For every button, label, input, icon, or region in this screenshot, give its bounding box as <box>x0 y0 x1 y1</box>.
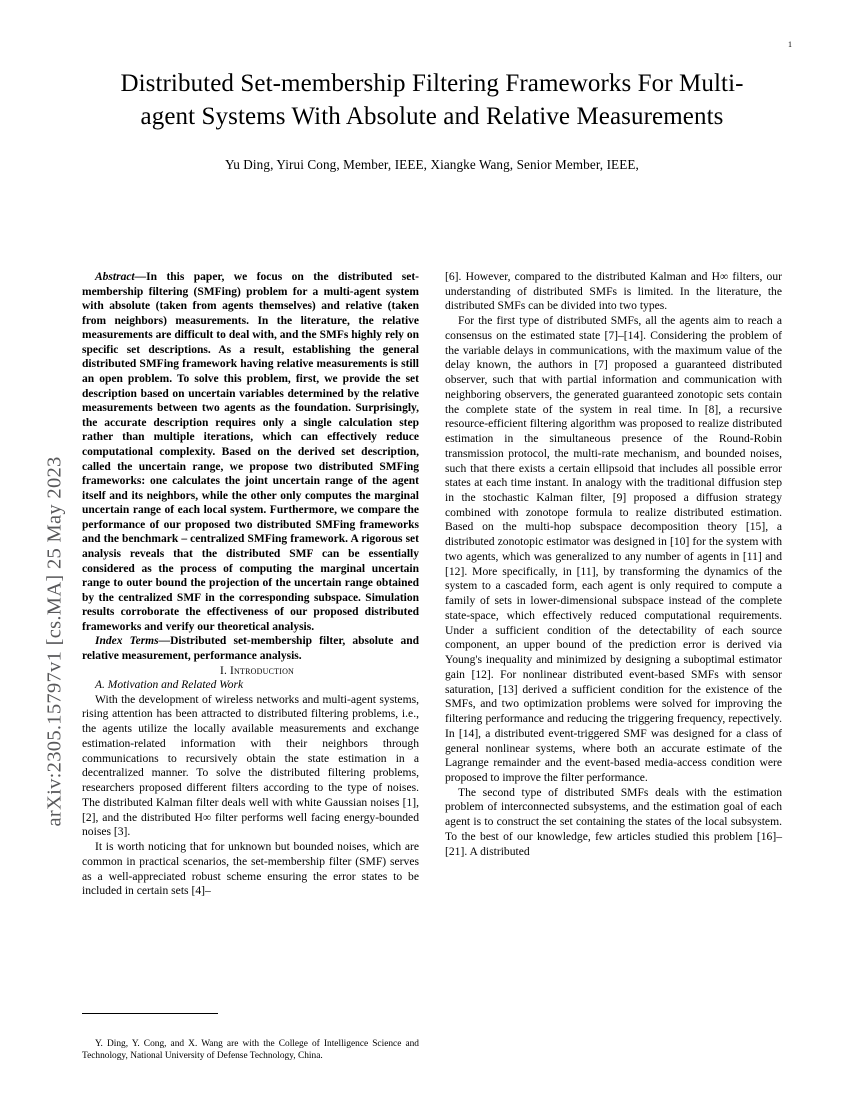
author-names: Yu Ding, Yirui Cong, Member, IEEE, Xiangke Wang, Senior Member, IEEE, <box>225 157 639 172</box>
abstract-paragraph <box>82 270 419 634</box>
paragraph: The second type of distributed SMFs deals with the estimation problem of interconnected subsystems, and the estimation goal of each agent is to construct the set containing the states of the local subsystem. To the best of our knowledge, few articles studied this problem [16]–[21]. A distributed <box>445 785 782 858</box>
section-heading-introduction: I. Introduction <box>219 664 295 677</box>
paragraph: [6]. However, compared to the distributed Kalman and H∞ filters, our understanding of distributed SMFs is limited. In the literature, the distributed SMFs can be divided into two types. <box>445 270 782 313</box>
left-column <box>82 270 419 899</box>
paragraph: For the first type of distributed SMFs, all the agents aim to reach a consensus on the estimated state [7]–[14]. Considering the problem of the variable delays in communications, with the maximum value of the delay known, the authors in [7] proposed a guaranteed distributed observer, such that with partial information and communication with neighboring observers, the generated guaranteed zonotopic sets contain the complete state of the system in real time. In [8], a recursive resource-efficient filtering algorithm was proposed to realize distributed estimation in the simultaneous presence of the Round-Robin transmission protocol, the multi-rate mechanism, and bounded noises, such that there exists a certain ellipsoid that includes all possible error states at each time instant. In analogy with the traditional diffusion step in the stochastic Kalman filter, [9] proposed a diffusion strategy combined with zonotope formula to realize distributed estimation. Based on the multi-hop subspace decomposition theory [15], a distributed zonotopic estimator was designed in [10] for the system with two agents, which was generalized to any number of agents in [11] and [12]. More specifically, in [11], by transforming the dynamics of the system to a cascaded form, each agent is only required to compute a family of sets in lower-dimensional subspace instead of the complete state-space, which effectively reduced computational requirements. Under a sufficient condition of the detectability of each source component, an upper bound of the prediction error is derived via Young's inequality and minimized by designing a suboptimal estimator gain [12]. For nonlinear distributed event-based SMFs with sensor saturation, [13] derived a sufficient condition for the existence of the SMFs, and two optimization problems were solved for improving the filtering performance and reducing the triggering frequency, repectively. In [14], a distributed event-triggered SMF was designed for a class of general nonlinear systems, where both an accurate estimate of the Lagrange remainder and the event-based media-access condition were proposed to improve the filter performance. <box>445 314 782 784</box>
author-list <box>82 157 782 173</box>
page-title: Distributed Set-membership Filtering Frameworks For Multi-agent Systems With Absolute and Relative Measurements <box>120 70 744 130</box>
index-terms-paragraph <box>82 634 419 663</box>
abstract-text: In this paper, we focus on the distributed set-membership filtering (SMFing) problem for a multi-agent system with absolute (taken from agents themselves) and relative (taken from neighbors) measurements. In the literature, the relative measurements are difficult to deal with, and the SMFs highly rely on specific set descriptions. As a result, establishing the general distributed SMFing framework having relative measurements is still an open problem. To solve this problem, first, we provide the set description based on uncertain variables determined by the relative measurements between two agents as the foundation. Surprisingly, the accurate description requires only a single calculation step rather than multiple iterations, which can effectively reduce computational complexity. Based on the derived set description, called the uncertain range, we propose two distributed SMFing frameworks: one calculates the joint uncertain range of the agent itself and its neighbors, while the other only computes the marginal uncertain range of each local system. Furthermore, we compare the performance of our proposed two distributed SMFing frameworks and the benchmark – centralized SMFing framework. A rigorous set analysis reveals that the distributed SMF can be essentially considered as the process of computing the marginal uncertain range to outer bound the projection of the uncertain range obtained by the centralized SMF in the corresponding subspace. Simulation results corroborate the effectiveness of our proposed distributed frameworks and verify our theoretical analysis. <box>82 271 419 633</box>
two-column-body <box>82 270 782 899</box>
subsection-heading-motivation: A. Motivation and Related Work <box>95 679 244 692</box>
footnote-affiliation: Y. Ding, Y. Cong, and X. Wang are with the College of Intelligence Science and Technology, National University of Defense Technology, China. <box>82 1038 419 1061</box>
arxiv-stamp: arXiv:2305.15797v1 [cs.MA] 25 May 2023 <box>43 456 66 827</box>
page-number: 1 <box>788 40 792 49</box>
index-terms-text: Distributed set-membership filter, absolute and relative measurement, performance analysis. <box>82 635 419 663</box>
footnote-divider <box>82 1013 218 1014</box>
paper-header <box>82 68 782 173</box>
right-column <box>445 270 782 899</box>
index-terms-label: Index Terms— <box>95 635 171 648</box>
abstract-label: Abstract— <box>95 271 147 283</box>
paragraph: It is worth noticing that for unknown but bounded noises, which are common in practical scenarios, the set-membership filter (SMF) serves as a well-appreciated robust scheme ensuring the error states to be included in certain sets [4]– <box>82 840 419 898</box>
paragraph: With the development of wireless networks and multi-agent systems, rising attention has been attracted to distributed filtering problems, i.e., the agents utilize the locally available measurements and exchange estimation-related information with their neighbors through communications to recursively obtain the state estimation in a decentralized manner. To solve the distributed filtering problems, researchers proposed different filters according to the type of noises. The distributed Kalman filter deals well with white Gaussian noises [1], [2], and the distributed H∞ filter performs well facing energy-bounded noises [3]. <box>82 692 419 839</box>
